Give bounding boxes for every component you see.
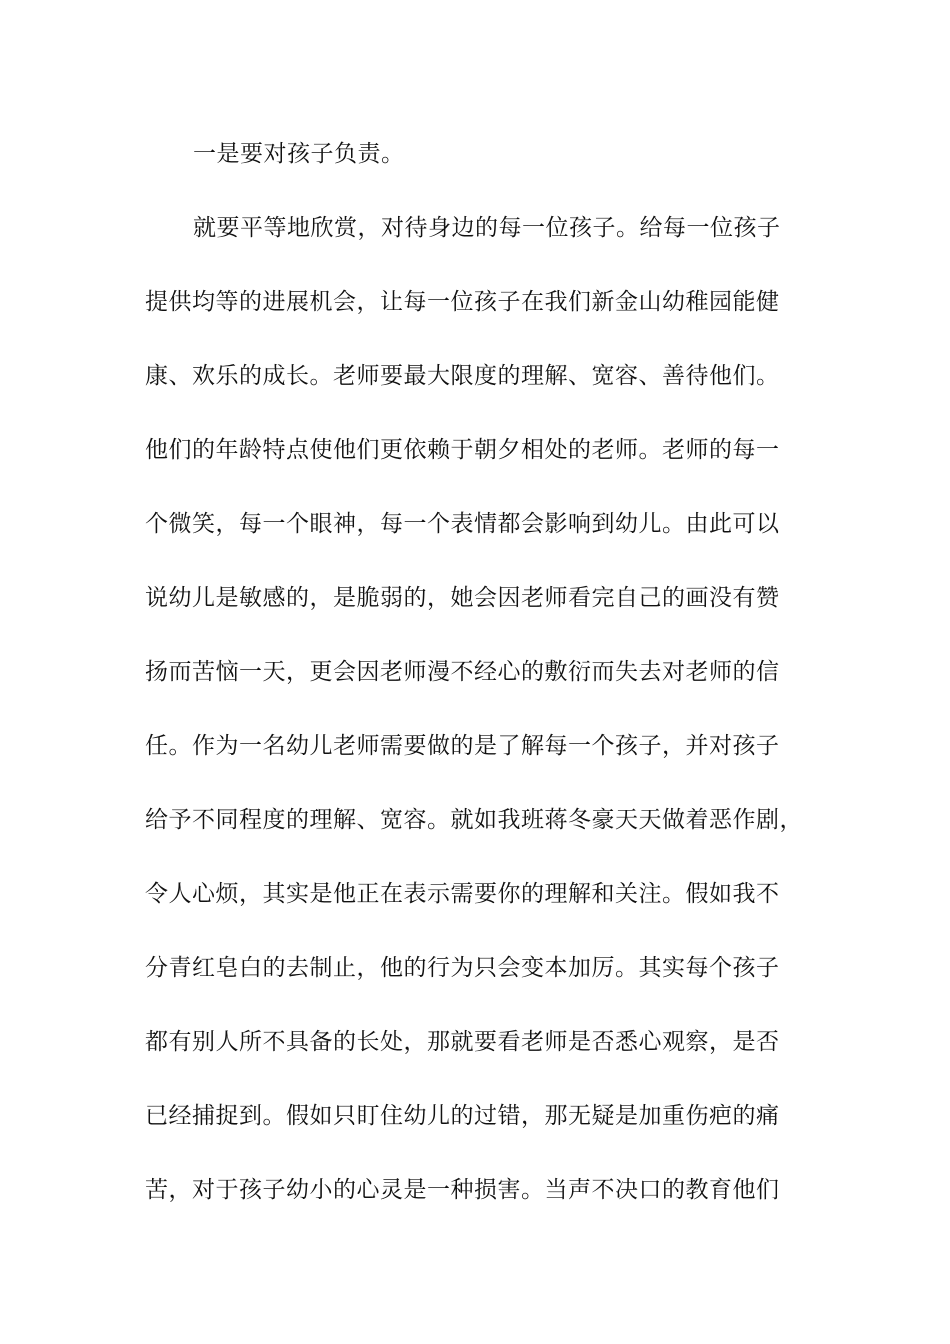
text-line: 康、欢乐的成长。老师要最大限度的理解、宽容、善待他们。 <box>145 363 780 389</box>
text-line: 个微笑，每一个眼神，每一个表情都会影响到幼儿。由此可以 <box>145 511 780 537</box>
text-line: 任。作为一名幼儿老师需要做的是了解每一个孩子，并对孩子 <box>145 733 780 759</box>
text-line: 一是要对孩子负责。 <box>193 141 405 167</box>
text-line: 扬而苦恼一天，更会因老师漫不经心的敷衍而失去对老师的信 <box>145 659 780 685</box>
text-line: 苦，对于孩子幼小的心灵是一种损害。当声不决口的教育他们 <box>145 1177 780 1203</box>
document-body <box>145 130 815 1240</box>
text-line: 令人心烦，其实是他正在表示需要你的理解和关注。假如我不 <box>145 881 780 907</box>
text-line: 分青红皂白的去制止，他的行为只会变本加厉。其实每个孩子 <box>145 955 780 981</box>
text-line: 就要平等地欣赏，对待身边的每一位孩子。给每一位孩子 <box>193 215 781 241</box>
text-line: 都有别人所不具备的长处，那就要看老师是否悉心观察，是否 <box>145 1029 780 1055</box>
text-line: 给予不同程度的理解、宽容。就如我班蒋冬豪天天做着恶作剧， <box>145 807 803 833</box>
text-line: 提供均等的进展机会，让每一位孩子在我们新金山幼稚园能健 <box>145 289 780 315</box>
text-line: 他们的年龄特点使他们更依赖于朝夕相处的老师。老师的每一 <box>145 437 780 463</box>
text-line: 说幼儿是敏感的，是脆弱的，她会因老师看完自己的画没有赞 <box>145 585 780 611</box>
text-line: 已经捕捉到。假如只盯住幼儿的过错，那无疑是加重伤疤的痛 <box>145 1103 780 1129</box>
